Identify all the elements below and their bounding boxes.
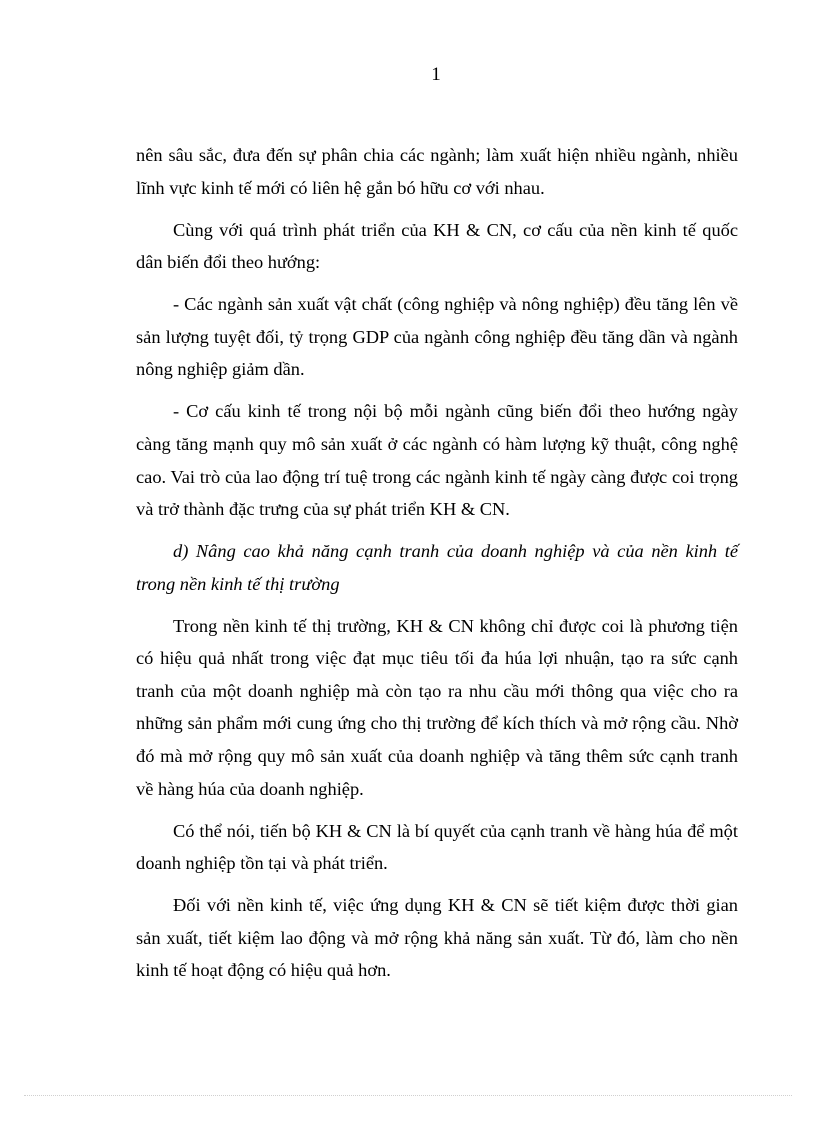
paragraph-secret-of-competition: Có thể nói, tiến bộ KH & CN là bí quyết của cạnh tranh về hàng húa để một doanh nghiệp tồn tại và phát triển.	[136, 820, 738, 874]
paragraph-structure-change: Cùng với quá trình phát triển của KH & CN, cơ cấu của nền kinh tế quốc dân biến đổi theo hướng:	[136, 219, 738, 273]
section-heading-competitiveness: d) Nâng cao khả năng cạnh tranh của doanh nghiệp và của nền kinh tế trong nền kinh tế thị trường	[136, 541, 738, 594]
paragraph-continuation: nên sâu sắc, đưa đến sự phân chia các ngành; làm xuất hiện nhiều ngành, nhiều lĩnh vực kinh tế mới có liên hệ gắn bó hữu cơ với nhau.	[136, 145, 738, 198]
page-bottom-divider	[24, 1095, 792, 1096]
paragraph-market-economy: Trong nền kinh tế thị trường, KH & CN không chỉ được coi là phương tiện có hiệu quả nhất trong việc đạt mục tiêu tối đa húa lợi nhuận, tạo ra sức cạnh tranh của một doanh nghiệp mà còn tạo ra nhu cầu mới thông qua việc cho ra những sản phẩm mới cung ứng cho thị trường để kích thích và mở rộng cầu. Nhờ đó mà mở rộng quy mô sản xuất của doanh nghiệp và tăng thêm sức cạnh tranh về hàng húa của doanh nghiệp.	[136, 615, 738, 799]
paragraph-bullet-material-production: - Các ngành sản xuất vật chất (công nghiệp và nông nghiệp) đều tăng lên về sản lượng tuyệt đối, tỷ trọng GDP của ngành công nghiệp đều tăng dần và ngành nông nghiệp giảm dần.	[136, 294, 738, 380]
page-number: 1	[431, 64, 441, 85]
paragraph-bullet-internal-structure: - Cơ cấu kinh tế trong nội bộ mỗi ngành cũng biến đổi theo hướng ngày càng tăng mạnh quy mô sản xuất ở các ngành có hàm lượng kỹ thuật, công nghệ cao. Vai trò của lao động trí tuệ trong các ngành kinh tế ngày càng được coi trọng và trở thành đặc trưng của sự phát triển KH & CN.	[136, 401, 738, 520]
document-body	[136, 139, 738, 996]
paragraph-economy-efficiency: Đối với nền kinh tế, việc ứng dụng KH & CN sẽ tiết kiệm được thời gian sản xuất, tiết kiệm lao động và mở rộng khả năng sản xuất. Từ đó, làm cho nền kinh tế hoạt động có hiệu quả hơn.	[136, 895, 738, 981]
